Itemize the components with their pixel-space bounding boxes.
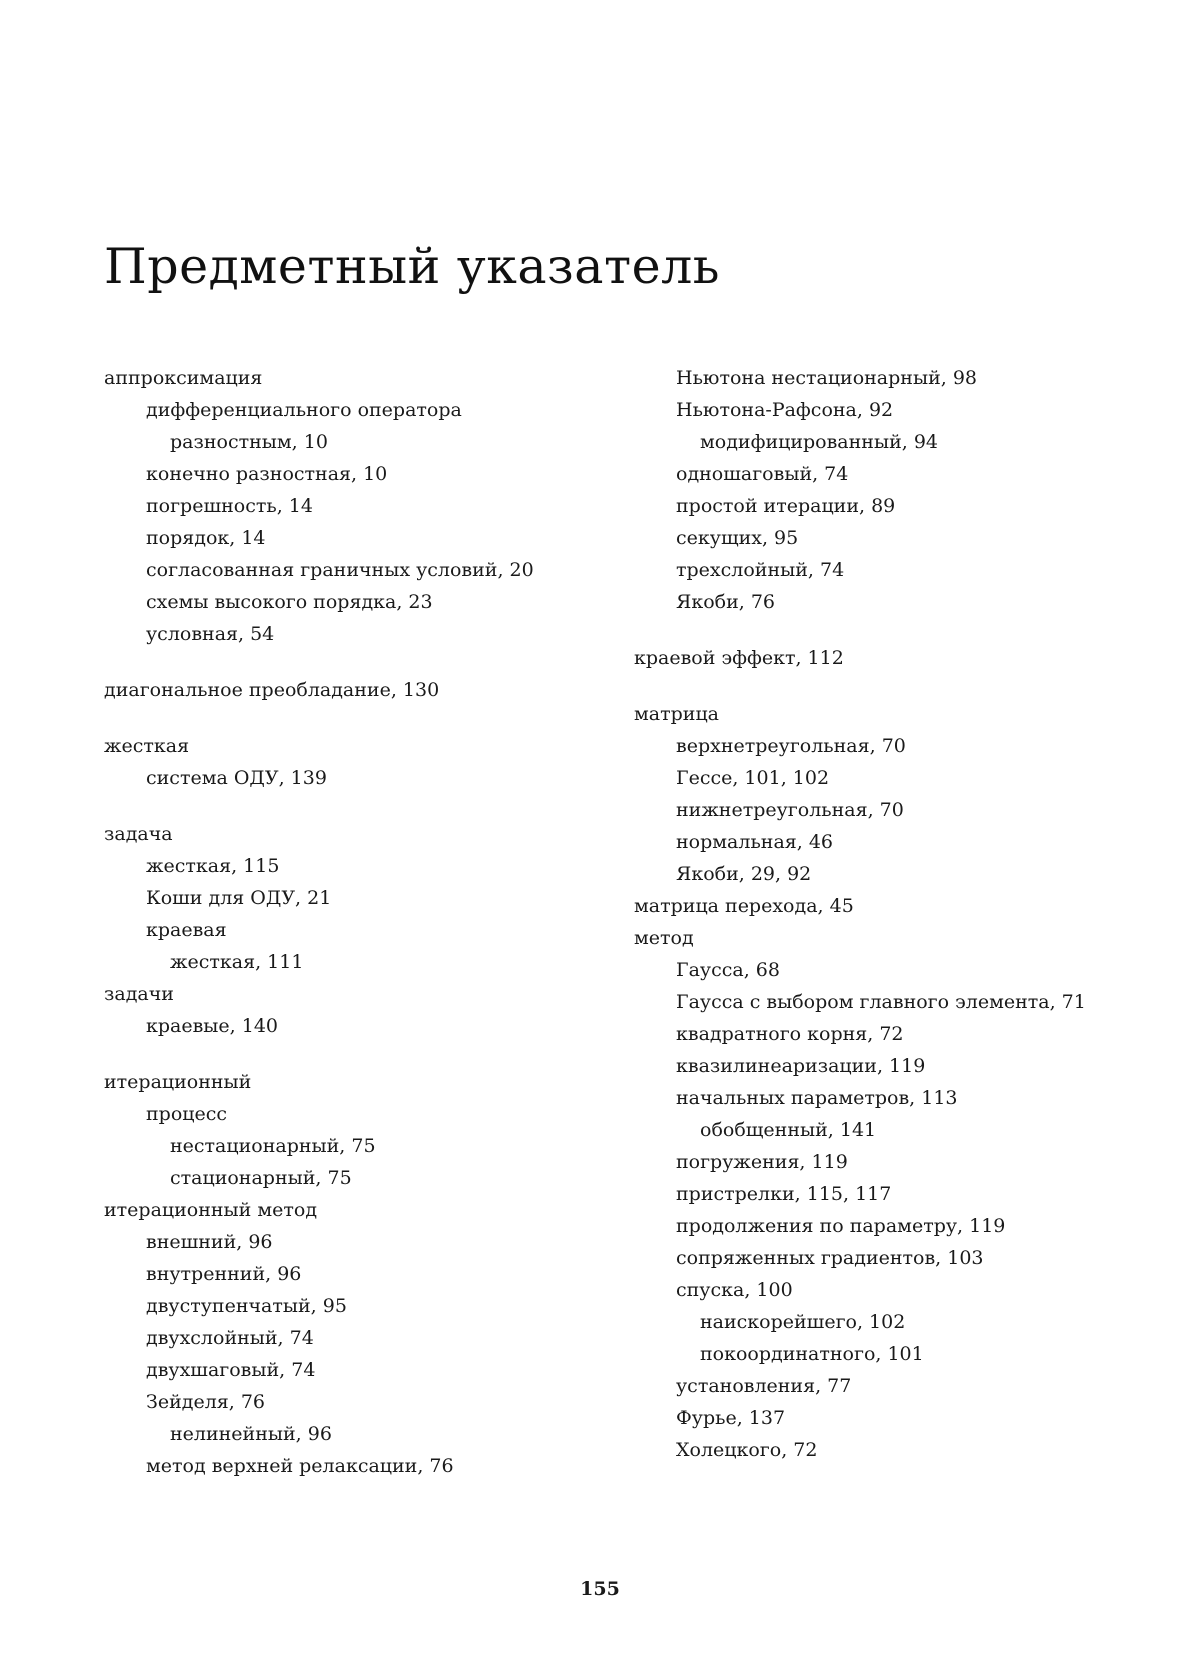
index-entry: модифицированный, 94: [700, 431, 938, 453]
index-entry: порядок, 14: [146, 527, 266, 549]
index-entry: Ньютона-Рафсона, 92: [676, 399, 894, 421]
index-entry: двуступенчатый, 95: [146, 1295, 347, 1317]
index-entry: одношаговый, 74: [676, 463, 849, 485]
index-entry: погружения, 119: [676, 1151, 848, 1173]
index-entry: согласованная граничных условий, 20: [146, 559, 534, 581]
index-entry: нестационарный, 75: [170, 1135, 376, 1157]
index-entry: метод: [634, 927, 694, 949]
index-entry: диагональное преобладание, 130: [104, 679, 440, 701]
index-entry: квадратного корня, 72: [676, 1023, 904, 1045]
index-entry: матрица перехода, 45: [634, 895, 854, 917]
index-column-left: [104, 362, 564, 1482]
index-entry: жесткая, 115: [146, 855, 280, 877]
index-entry: нормальная, 46: [676, 831, 834, 853]
index-entry: краевая: [146, 919, 227, 941]
index-gap: [104, 794, 564, 818]
index-entry: жесткая: [104, 735, 190, 757]
index-entry: процесс: [146, 1103, 228, 1125]
index-entry: аппроксимация: [104, 367, 263, 389]
index-gap: [104, 706, 564, 730]
index-entry: верхнетреугольная, 70: [676, 735, 906, 757]
index-entry: дифференциального оператора разностным, 10: [146, 399, 462, 453]
index-entry: краевые, 140: [146, 1015, 279, 1037]
index-entry: Холецкого, 72: [676, 1439, 818, 1461]
index-gap: [634, 618, 1104, 642]
index-entry: Гессе, 101, 102: [676, 767, 830, 789]
index-entry: матрица: [634, 703, 719, 725]
index-entry: двухшаговый, 74: [146, 1359, 316, 1381]
index-entry: Якоби, 76: [676, 591, 776, 613]
index-column-right: [634, 362, 1104, 1466]
index-entry: внешний, 96: [146, 1231, 273, 1253]
index-entry: задача: [104, 823, 173, 845]
index-entry: Коши для ОДУ, 21: [146, 887, 332, 909]
index-entry: жесткая, 111: [170, 951, 304, 973]
index-entry: трехслойный, 74: [676, 559, 845, 581]
index-entry: схемы высокого порядка, 23: [146, 591, 433, 613]
index-entry: метод верхней релаксации, 76: [146, 1455, 454, 1477]
index-gap: [634, 674, 1104, 698]
index-entry: итерационный: [104, 1071, 252, 1093]
index-entry: Гаусса, 68: [676, 959, 780, 981]
index-entry: начальных параметров, 113: [676, 1087, 958, 1109]
index-entry: покоординатного, 101: [700, 1343, 924, 1365]
index-entry: нижнетреугольная, 70: [676, 799, 904, 821]
index-entry: задачи: [104, 983, 174, 1005]
index-entry: внутренний, 96: [146, 1263, 302, 1285]
page-title: Предметный указатель: [104, 237, 720, 295]
index-entry: установления, 77: [676, 1375, 852, 1397]
index-entry: погрешность, 14: [146, 495, 313, 517]
index-entry: секущих, 95: [676, 527, 799, 549]
index-entry: Зейделя, 76: [146, 1391, 266, 1413]
index-entry: краевой эффект, 112: [634, 647, 844, 669]
index-entry: продолжения по параметру, 119: [676, 1215, 1006, 1237]
page-number: 155: [580, 1578, 620, 1600]
index-entry: стационарный, 75: [170, 1167, 352, 1189]
index-entry: система ОДУ, 139: [146, 767, 327, 789]
index-entry: пристрелки, 115, 117: [676, 1183, 892, 1205]
index-entry: итерационный метод: [104, 1199, 318, 1221]
index-entry: Фурье, 137: [676, 1407, 786, 1429]
index-entry: конечно разностная, 10: [146, 463, 388, 485]
index-gap: [104, 650, 564, 674]
index-entry: Ньютона нестационарный, 98: [676, 367, 978, 389]
index-entry: условная, 54: [146, 623, 275, 645]
index-gap: [104, 1042, 564, 1066]
index-entry: Якоби, 29, 92: [676, 863, 812, 885]
index-entry: двухслойный, 74: [146, 1327, 314, 1349]
index-entry: нелинейный, 96: [170, 1423, 332, 1445]
index-entry: простой итерации, 89: [676, 495, 896, 517]
index-entry: квазилинеаризации, 119: [676, 1055, 926, 1077]
index-entry: сопряженных градиентов, 103: [676, 1247, 984, 1269]
index-entry: Гаусса с выбором главного элемента, 71: [676, 991, 1086, 1013]
index-entry: наискорейшего, 102: [700, 1311, 906, 1333]
index-entry: обобщенный, 141: [700, 1119, 877, 1141]
index-entry: спуска, 100: [676, 1279, 793, 1301]
